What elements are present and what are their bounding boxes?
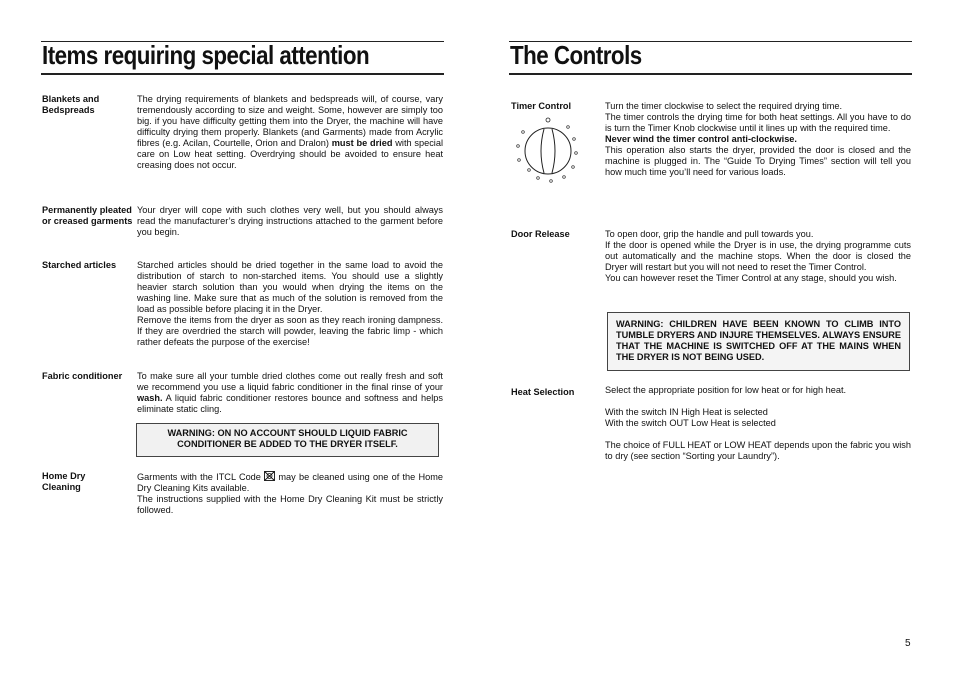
fabric-conditioner-warning: WARNING: ON NO ACCOUNT SHOULD LIQUID FABRIC CONDITIONER BE ADDED TO THE DRYER ITSELF. bbox=[136, 423, 439, 457]
text-timer-control: Turn the timer clockwise to select the required drying time. The timer controls the drying time for both heat settings. All you have to do is turn the Timer Knob clockwise until it lines up with the required time. Never wind the timer control anti-clockwise. This operation also starts the dryer, provided the door is closed and the machine is plugged in. The “Guide To Drying Times” section will tell you how much time you’ll need for various loads. bbox=[605, 101, 911, 177]
label-home-dry-cleaning: Home Dry Cleaning bbox=[42, 471, 86, 492]
label-heat-selection: Heat Selection bbox=[511, 387, 575, 397]
text-pleated: Your dryer will cope with such clothes very well, but you should always read the manufacturer’s drying instructions attached to the garment before you begin. bbox=[137, 205, 443, 237]
label-fabric-conditioner: Fabric conditioner bbox=[42, 371, 123, 381]
label-timer-control: Timer Control bbox=[511, 101, 572, 111]
door-warning: WARNING: CHILDREN HAVE BEEN KNOWN TO CLIMB INTO TUMBLE DRYERS AND INJURE THEMSELVES. ALWAYS ENSURE THAT THE MACHINE IS SWITCHED OFF AT THE MAINS WHEN THE DRYER IS NOT BEING USED. bbox=[607, 312, 910, 371]
text-starched: Starched articles should be dried together in the same load to avoid the distribution of starch to non-starched items. You should use a slightly heavier starch solution than you would when drying the items on the washing line. Make sure that as much of the solution is removed from the load as possible before placing it in the Dryer. Remove the items from the dryer as soon as they reach ironing dampness. If they are overdried the starch will powder, leaving the fabric limp - which rather defeats the purpose of the exercise! bbox=[137, 260, 443, 347]
text-fabric-conditioner: To make sure all your tumble dried clothes come out really fresh and soft we recommend you use a liquid fabric conditioner in the final rinse of your wash. A liquid fabric conditioner restores bounce and softness and helps eliminate static cling. bbox=[137, 371, 443, 414]
page-number: 5 bbox=[905, 638, 911, 649]
text-home-dry-cleaning: Garments with the ITCL Code may be cleaned using one of the Home Dry Cleaning Kits available. The instructions supplied with the Home Dry Cleaning Kit must be strictly followed. bbox=[137, 472, 443, 515]
text-blankets: The drying requirements of blankets and bedspreads will, of course, vary tremendously according to size and weight. Some, however are simply too big. if you have difficulty getting them into the Dryer, the machine will have difficulty drying them properly. Blankets (and Garments) made from Acrylic fibres (e.g. Acilan, Courtelle, Orion and Dralon) must be dried with special care on Low heat setting. Overdrying should be avoided to ensure heat creasing does not occur. bbox=[137, 94, 443, 170]
label-blankets: Blankets and Bedspreads bbox=[42, 94, 100, 115]
left-page-title: Items requiring special attention bbox=[42, 40, 370, 70]
right-page-title: The Controls bbox=[510, 40, 642, 70]
timer-knob-icon bbox=[511, 115, 583, 187]
text-door-release: To open door, grip the handle and pull towards you. If the door is opened while the Dryer is in use, the drying programme cuts out automatically and the machine stops. When the door is closed the Dryer will restart but you will not need to reset the Timer Control. You can however reset the Timer Control at any stage, should you wish. bbox=[605, 229, 911, 283]
text-heat-selection: Select the appropriate position for low heat or for high heat. With the switch IN High Heat is selected With the switch OUT Low Heat is selected The choice of FULL HEAT or LOW HEAT depends upon the fabric you wish to dry (see section “Sorting your Laundry”). bbox=[605, 385, 911, 461]
label-pleated: Permanently pleated or creased garments bbox=[42, 205, 133, 226]
label-starched: Starched articles bbox=[42, 260, 117, 270]
label-door-release: Door Release bbox=[511, 229, 570, 239]
itcl-code-icon bbox=[264, 471, 275, 481]
